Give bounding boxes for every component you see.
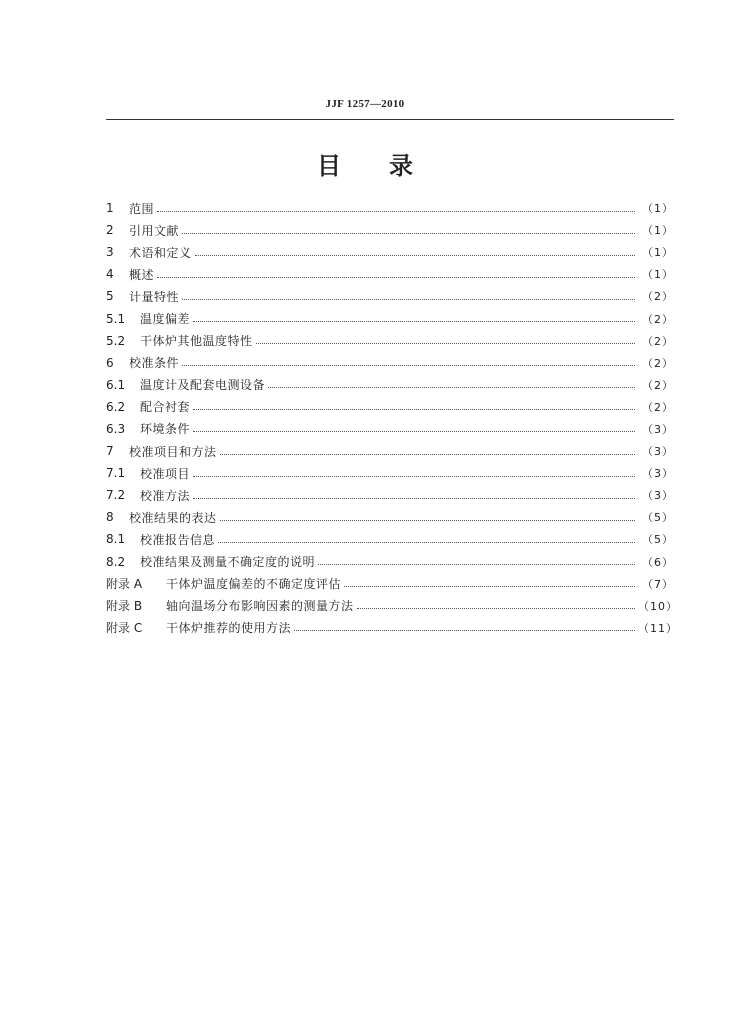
toc-entry-label: 计量特性 bbox=[129, 289, 180, 304]
toc-entry-number: 7.1 bbox=[106, 466, 126, 481]
toc-entry-number: 6.2 bbox=[106, 399, 126, 414]
toc-entry[interactable] bbox=[106, 462, 674, 484]
toc-entry-page: （1） bbox=[642, 246, 674, 260]
toc-entry[interactable] bbox=[106, 418, 674, 440]
toc-entry-number: 8 bbox=[106, 510, 114, 525]
toc-entry-page: （1） bbox=[642, 202, 674, 216]
toc-entry[interactable] bbox=[106, 330, 674, 352]
toc-leader-dots bbox=[182, 233, 635, 234]
toc-leader-dots bbox=[157, 211, 635, 212]
toc-entry[interactable] bbox=[106, 241, 674, 263]
toc-entry-page: （2） bbox=[642, 378, 674, 392]
toc-entry-label: 术语和定义 bbox=[129, 245, 192, 260]
toc-leader-dots bbox=[268, 387, 635, 388]
toc-leader-dots bbox=[357, 608, 635, 609]
toc-entry[interactable] bbox=[106, 528, 674, 550]
toc-entry-number: 4 bbox=[106, 267, 114, 282]
toc-entry-number: 6.3 bbox=[106, 421, 126, 436]
toc-entry-label: 范围 bbox=[129, 201, 155, 216]
toc-entry-label: 干体炉其他温度特性 bbox=[140, 334, 253, 349]
toc-entry-number: 2 bbox=[106, 223, 114, 238]
toc-title-char-1: 目 bbox=[317, 152, 341, 180]
toc-entry-page: （5） bbox=[642, 533, 674, 547]
toc-entry-label: 校准条件 bbox=[129, 356, 180, 371]
toc-leader-dots bbox=[318, 564, 635, 565]
toc-leader-dots bbox=[193, 498, 635, 499]
toc-entry-label: 配合衬套 bbox=[140, 400, 191, 415]
toc-entry-number: 8.1 bbox=[106, 532, 126, 547]
toc-entry-label: 温度计及配套电测设备 bbox=[140, 378, 266, 393]
toc-entry-page: （2） bbox=[642, 312, 674, 326]
toc-entry-number: 6.1 bbox=[106, 377, 126, 392]
toc-entry[interactable] bbox=[106, 506, 674, 528]
toc-entry-label: 校准方法 bbox=[140, 488, 191, 503]
toc-entry-page: （3） bbox=[642, 489, 674, 503]
toc-entry-page: （2） bbox=[642, 290, 674, 304]
toc-entry-number: 8.2 bbox=[106, 554, 126, 569]
toc-entry-page: （1） bbox=[642, 268, 674, 282]
toc-entry-page: （2） bbox=[642, 356, 674, 370]
toc-entry[interactable] bbox=[106, 595, 678, 617]
toc-leader-dots bbox=[182, 299, 635, 300]
toc-leader-dots bbox=[220, 520, 635, 521]
toc-entry-label: 轴向温场分布影响因素的测量方法 bbox=[166, 599, 354, 614]
toc-leader-dots bbox=[195, 255, 635, 256]
toc-entry-label: 校准报告信息 bbox=[140, 532, 216, 547]
toc-entry[interactable] bbox=[106, 263, 674, 285]
toc-leader-dots bbox=[344, 586, 635, 587]
toc-leader-dots bbox=[193, 321, 635, 322]
toc-entry-label: 引用文献 bbox=[129, 223, 180, 238]
toc-entry[interactable] bbox=[106, 285, 674, 307]
toc-entry-number: 7 bbox=[106, 444, 114, 459]
toc-entry[interactable] bbox=[106, 396, 674, 418]
document-code: JJF 1257—2010 bbox=[325, 98, 405, 110]
toc-entry-page: （5） bbox=[642, 511, 674, 525]
toc-entry-number: 5 bbox=[106, 289, 114, 304]
toc-entry-page: （10） bbox=[638, 599, 678, 613]
toc-entry-number: 附录 A bbox=[106, 577, 143, 592]
toc-title-char-2: 录 bbox=[389, 152, 413, 180]
toc-entry-page: （2） bbox=[642, 334, 674, 348]
toc-entry-number: 附录 C bbox=[106, 621, 143, 636]
toc-leader-dots bbox=[256, 343, 635, 344]
toc-leader-dots bbox=[218, 542, 635, 543]
toc-entry[interactable] bbox=[106, 219, 674, 241]
toc-leader-dots bbox=[193, 431, 635, 432]
toc-leader-dots bbox=[193, 476, 635, 477]
toc-entry[interactable] bbox=[106, 573, 674, 595]
toc-entry-label: 温度偏差 bbox=[140, 312, 191, 327]
toc-entry-label: 校准项目和方法 bbox=[129, 444, 217, 459]
toc-leader-dots bbox=[193, 409, 635, 410]
toc-entry-number: 7.2 bbox=[106, 488, 126, 503]
toc-entry-label: 干体炉温度偏差的不确定度评估 bbox=[166, 577, 342, 592]
toc-entry-page: （7） bbox=[642, 577, 674, 591]
toc-entry[interactable] bbox=[106, 484, 674, 506]
toc-entry-label: 校准结果及测量不确定度的说明 bbox=[140, 555, 316, 570]
toc-entry-label: 概述 bbox=[129, 267, 155, 282]
toc-title bbox=[0, 146, 730, 181]
toc-leader-dots bbox=[182, 365, 635, 366]
toc-entry-page: （6） bbox=[642, 555, 674, 569]
toc-entry[interactable] bbox=[106, 197, 674, 219]
toc-entry-page: （11） bbox=[638, 621, 678, 635]
toc-entry-number: 3 bbox=[106, 245, 114, 260]
toc-entry-label: 环境条件 bbox=[140, 422, 191, 437]
toc-leader-dots bbox=[220, 454, 635, 455]
toc-entry-number: 5.1 bbox=[106, 311, 126, 326]
toc-entry-number: 附录 B bbox=[106, 599, 143, 614]
toc-leader-dots bbox=[294, 630, 635, 631]
toc-entry[interactable] bbox=[106, 352, 674, 374]
toc-entry-number: 6 bbox=[106, 355, 114, 370]
toc-entry-number: 5.2 bbox=[106, 333, 126, 348]
toc-entry-page: （2） bbox=[642, 400, 674, 414]
toc-entry[interactable] bbox=[106, 617, 678, 639]
toc-entry-page: （3） bbox=[642, 445, 674, 459]
toc-entry[interactable] bbox=[106, 551, 674, 573]
toc-entry[interactable] bbox=[106, 374, 674, 396]
toc-leader-dots bbox=[157, 277, 635, 278]
toc-entry-page: （3） bbox=[642, 422, 674, 436]
toc-entry-number: 1 bbox=[106, 201, 114, 216]
header-rule bbox=[106, 119, 674, 120]
toc-entry-label: 干体炉推荐的使用方法 bbox=[166, 621, 292, 636]
toc-entry[interactable] bbox=[106, 307, 674, 329]
toc-entry-label: 校准项目 bbox=[140, 466, 191, 481]
toc-entry-page: （3） bbox=[642, 467, 674, 481]
toc-entry-page: （1） bbox=[642, 224, 674, 238]
toc-entry-label: 校准结果的表达 bbox=[129, 510, 217, 525]
toc-list bbox=[106, 197, 678, 639]
toc-entry[interactable] bbox=[106, 440, 674, 462]
